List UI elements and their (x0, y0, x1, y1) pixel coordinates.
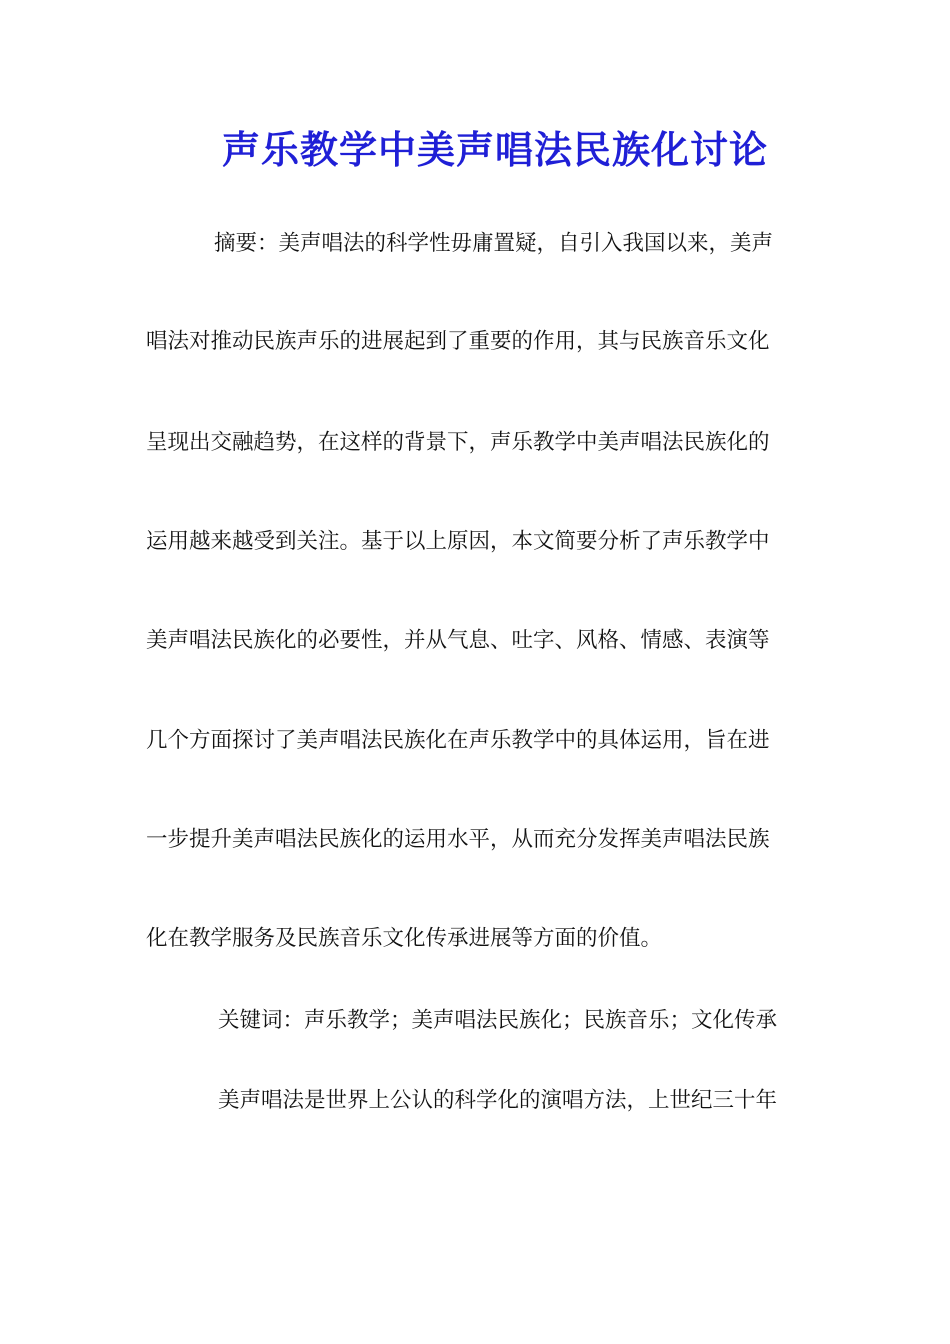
keywords-line: 关键词：声乐教学；美声唱法民族化；民族音乐；文化传承 (218, 1008, 778, 1033)
document-title: 声乐教学中美声唱法民族化讨论 (221, 127, 768, 172)
abstract-line: 化在教学服务及民族音乐文化传承进展等方面的价值。 (146, 926, 663, 951)
abstract-line: 唱法对推动民族声乐的进展起到了重要的作用，其与民族音乐文化 (146, 329, 770, 354)
abstract-line: 摘要：美声唱法的科学性毋庸置疑，自引入我国以来，美声 (214, 231, 774, 256)
abstract-line: 一步提升美声唱法民族化的运用水平，从而充分发挥美声唱法民族 (146, 827, 770, 852)
abstract-line: 呈现出交融趋势，在这样的背景下，声乐教学中美声唱法民族化的 (146, 430, 770, 455)
abstract-line: 几个方面探讨了美声唱法民族化在声乐教学中的具体运用，旨在进 (146, 728, 770, 753)
abstract-line: 美声唱法民族化的必要性，并从气息、吐字、风格、情感、表演等 (146, 628, 770, 653)
abstract-line: 运用越来越受到关注。基于以上原因，本文简要分析了声乐教学中 (146, 529, 770, 554)
body-line: 美声唱法是世界上公认的科学化的演唱方法，上世纪三十年 (218, 1088, 778, 1113)
